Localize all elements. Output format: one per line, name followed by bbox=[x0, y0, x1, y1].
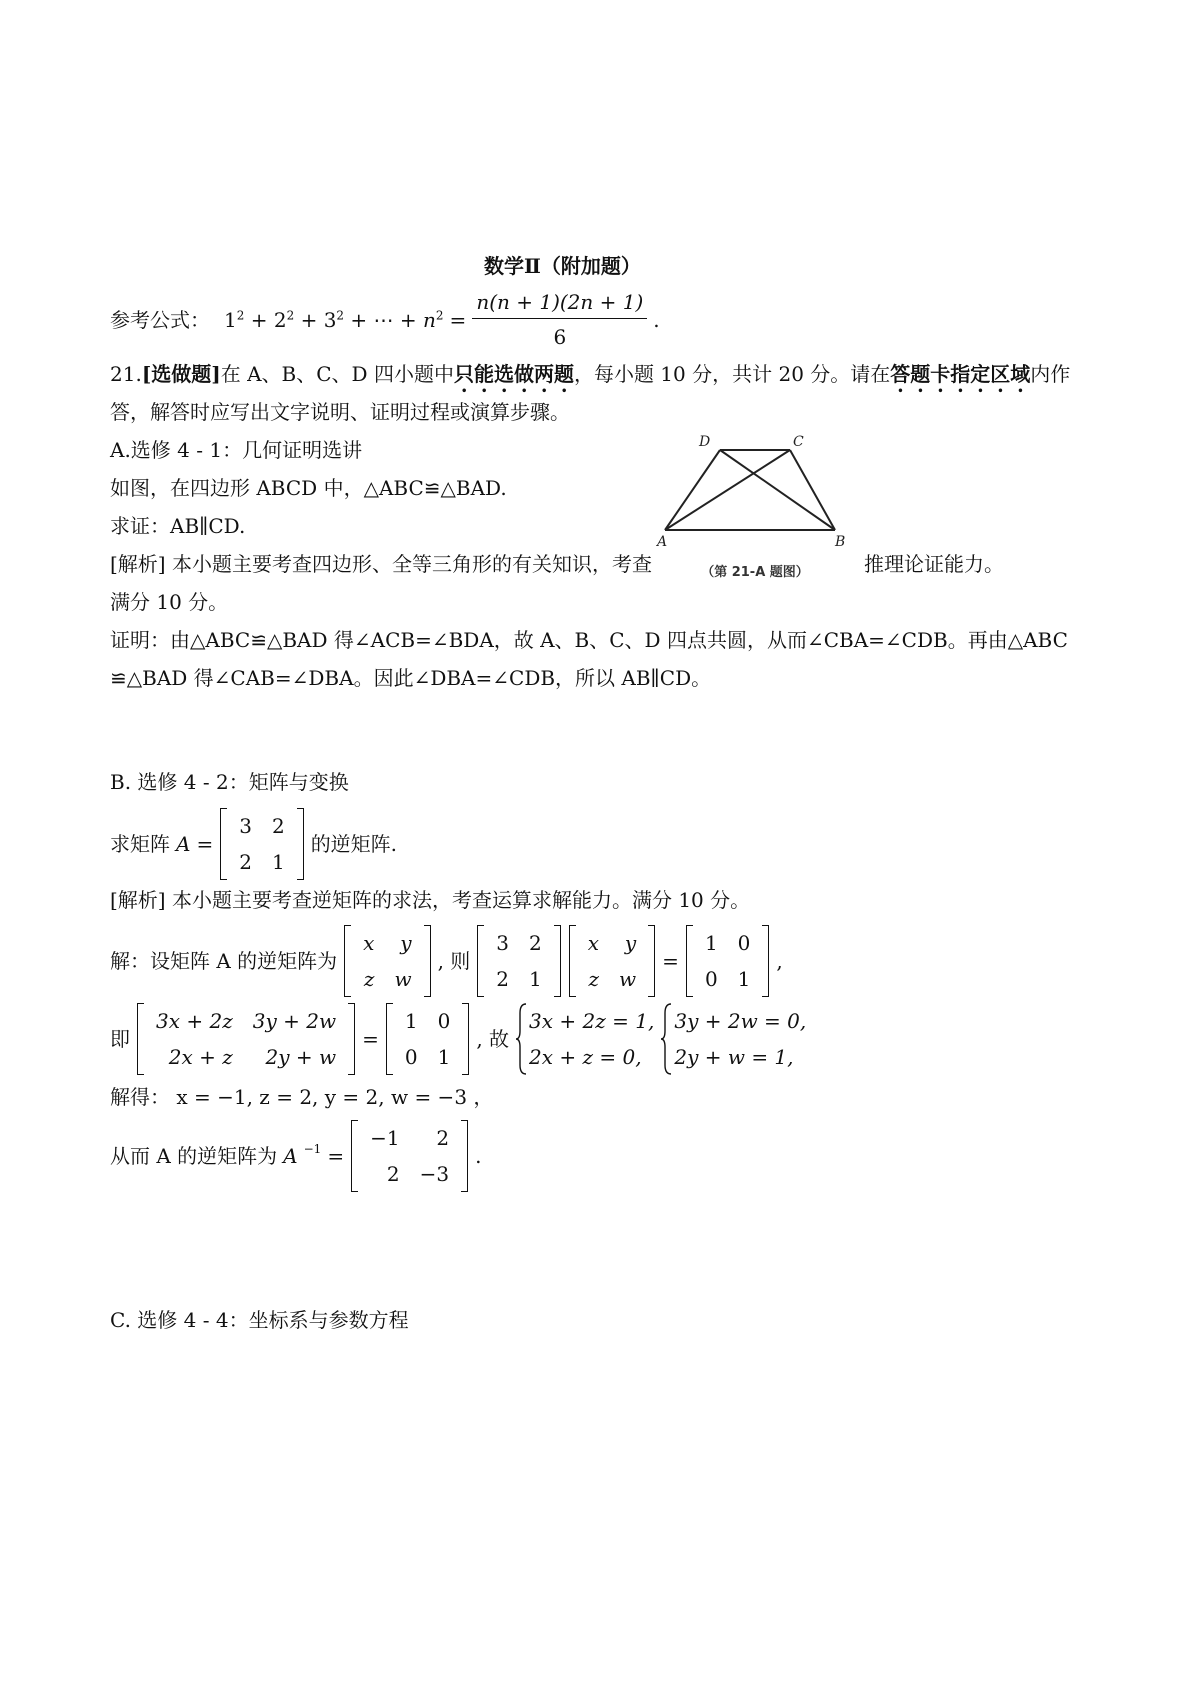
label-C: C bbox=[793, 434, 804, 450]
partB-question: 求矩阵 A = 3 2 2 1 的逆矩阵. bbox=[110, 808, 397, 880]
segment-AD bbox=[665, 450, 720, 530]
q21-line2: 答，解答时应写出文字说明、证明过程或演算步骤。 bbox=[110, 400, 570, 424]
partA-heading: A.选修 4 - 1：几何证明选讲 bbox=[110, 438, 363, 462]
quadrilateral-diagram bbox=[655, 430, 855, 590]
formula-fraction bbox=[472, 290, 647, 349]
formula-lhs: $1^2 + 2^2 + 3^2$ + ⋯ + $n^2$ bbox=[224, 307, 444, 332]
fraction-denominator: 6 bbox=[553, 325, 567, 349]
equation-system-1: 3x + 2z = 1, 2x + z = 0, bbox=[515, 1003, 654, 1075]
matrix-I: 1 0 0 1 bbox=[685, 925, 770, 997]
geometry-figure bbox=[655, 430, 855, 594]
partA-analysis-right: 推理论证能力。 bbox=[864, 552, 1004, 576]
matrix-X: x y z w bbox=[343, 925, 431, 997]
label-A: A bbox=[657, 534, 668, 550]
matrix-A: 3 2 2 1 bbox=[219, 808, 304, 880]
segment-BD bbox=[720, 450, 835, 530]
reference-formula bbox=[110, 290, 660, 349]
partC-heading: C. 选修 4 - 4：坐标系与参数方程 bbox=[110, 1308, 409, 1332]
partA-analysis-left: [解析] 本小题主要考查四边形、全等三角形的有关知识，考查 bbox=[110, 552, 652, 576]
label-B: B bbox=[835, 534, 846, 550]
q21-line1: 21.[选做题]在 A、B、C、D 四小题中只能选做两题，每小题 10 分，共计 20 分。请在答题卡指定区域内作 bbox=[110, 362, 1071, 386]
fraction-numerator: n(n + 1)(2n + 1) bbox=[472, 290, 647, 319]
matrix-A-2: 3 2 2 1 bbox=[476, 925, 561, 997]
matrix-X-2: x y z w bbox=[568, 925, 656, 997]
label-D: D bbox=[699, 434, 711, 450]
formula-end: . bbox=[653, 307, 660, 332]
formula-label: 参考公式： bbox=[110, 307, 210, 332]
partA-prove: 求证：AB∥CD. bbox=[110, 514, 246, 538]
q21-emphasis-2: 答题卡指定区域 bbox=[890, 362, 1031, 386]
matrix-inverse: −1 2 2 −3 bbox=[350, 1120, 469, 1192]
partA-proof-1: 证明：由△ABC≌△BAD 得∠ACB=∠BDA，故 A、B、C、D 四点共圆，从而∠CBA=∠CDB。再由△ABC bbox=[110, 628, 1068, 652]
segment-BC bbox=[790, 450, 835, 530]
partB-solution-2: 即 3x + 2z 3y + 2w 2x + z 2y + w = 1 0 0 1 , 故 3x + 2z = 1, 2x + z = 0, 3y + 2w = 0, 2y + w = 1, bbox=[110, 1003, 806, 1075]
segment-AC bbox=[665, 450, 790, 530]
partA-proof-2: ≌△BAD 得∠CAB=∠DBA。因此∠DBA=∠CDB，所以 AB∥CD。 bbox=[110, 666, 712, 690]
partB-final: 从而 A 的逆矩阵为 A −1 = −1 2 2 −3 . bbox=[110, 1120, 481, 1192]
matrix-product: 3x + 2z 3y + 2w 2x + z 2y + w bbox=[136, 1003, 356, 1075]
partB-analysis: [解析] 本小题主要考查逆矩阵的求法，考查运算求解能力。满分 10 分。 bbox=[110, 888, 751, 912]
figure-caption: （第 21-A 题图） bbox=[701, 565, 809, 580]
partA-score: 满分 10 分。 bbox=[110, 590, 229, 614]
q21-emphasis-1: 只能选做两题 bbox=[453, 362, 574, 386]
partB-result: 解得： x = −1, z = 2, y = 2, w = −3 ， bbox=[110, 1085, 494, 1109]
page-title: 数学Ⅱ（附加题） bbox=[484, 254, 641, 278]
partA-statement: 如图，在四边形 ABCD 中，△ABC≌△BAD. bbox=[110, 476, 507, 500]
partB-heading: B. 选修 4 - 2：矩阵与变换 bbox=[110, 770, 349, 794]
matrix-I-2: 1 0 0 1 bbox=[385, 1003, 470, 1075]
q21-tag: [选做题] bbox=[141, 362, 221, 386]
formula-eq: = bbox=[449, 307, 467, 332]
partB-solution-1: 解：设矩阵 A 的逆矩阵为 x y z w , 则 3 2 2 1 x y z w = 1 0 0 1 , bbox=[110, 925, 783, 997]
equation-system-2: 3y + 2w = 0, 2y + w = 1, bbox=[660, 1003, 806, 1075]
